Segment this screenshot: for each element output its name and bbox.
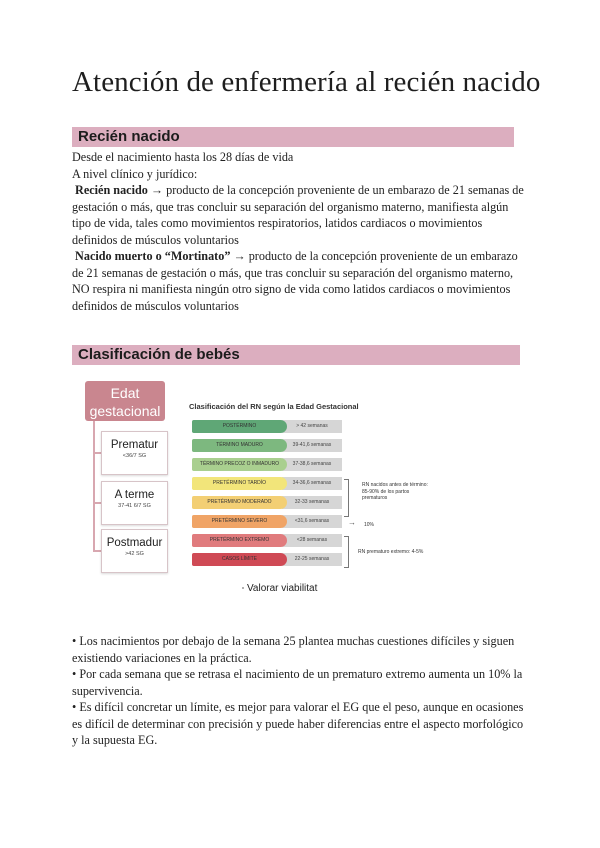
note-extreme: RN prematuro extremo: 4-5% [358, 549, 424, 555]
note-preterm: RN nacidos antes de término: 85-90% de los partos prematuros [362, 482, 428, 501]
category-box-prematur: Prematur <36/7 SG [101, 431, 168, 475]
section-heading-text: Clasificación de bebés [78, 346, 240, 363]
paragraph: A nivel clínico y jurídico: [72, 166, 198, 181]
definition-term: Recién nacido [75, 183, 148, 197]
classification-row [192, 439, 417, 452]
category-box-a-terme: A terme 37-41 6/7 SG [101, 481, 168, 525]
arrow-icon: → [150, 183, 164, 197]
classification-label: PRETÉRMINO EXTREMO [192, 534, 287, 547]
section-body-recien-nacido [72, 149, 528, 314]
gestational-age-infographic [72, 376, 428, 606]
classification-label: TÉRMINO PRECOZ O INMADURO [192, 458, 287, 471]
bullet-item: • Los nacimientos por debajo de la semana 25 plantea muchas cuestiones difíciles y siguen existiendo variaciones en la práctica. [72, 634, 515, 665]
definition-recien-nacido [72, 182, 528, 248]
classification-value: <31,6 semanas [282, 515, 342, 528]
page-title: Atención de enfermería al recién nacido [72, 66, 541, 98]
note-severe: 10% [364, 522, 375, 528]
classification-value: 39-41,6 semanas [282, 439, 342, 452]
bullet-list [72, 633, 528, 749]
classification-value: > 42 semanas [282, 420, 342, 433]
classification-label: TÉRMINO MADURO [192, 439, 287, 452]
classification-value: 37-38,6 semanas [282, 458, 342, 471]
definition-mortinato [72, 248, 528, 314]
classification-label: PRETÉRMINO MODERADO [192, 496, 287, 509]
bullet-item: • Por cada semana que se retrasa el nacimiento de un prematuro extremo aumenta un 10% la supervivencia. [72, 667, 523, 698]
paragraph: Desde el nacimiento hasta los 28 días de vida [72, 150, 294, 164]
classification-value: 22-25 semanas [282, 553, 342, 566]
definition-text: producto de la concepción proveniente de un embarazo de 21 semanas de gestación o más, que tras concluir su separación del organismo materno, manifiesta algún tipo de vida, tales como movimientos respiratorios, latidos cardiacos o movimientos definidos de músculos voluntarios [72, 183, 524, 247]
section-heading-text: Recién nacido [78, 128, 180, 145]
gestational-age-header: Edat gestacional [85, 381, 165, 421]
classification-value: 34-36,6 semanas [282, 477, 342, 490]
classification-value: 32-33 semanas [282, 496, 342, 509]
bracket [344, 536, 349, 568]
classification-row [192, 534, 417, 547]
section-heading-recien-nacido [72, 127, 514, 147]
infographic-caption: Valorar viabilitat [247, 583, 318, 594]
arrow-icon: → [233, 249, 246, 263]
classification-label: PRETÉRMINO TARDÍO [192, 477, 287, 490]
arrow-icon: → [348, 518, 356, 527]
section-heading-clasificacion [72, 345, 520, 365]
bullet-dot [242, 587, 244, 589]
definition-text: producto de la concepción proveniente de un embarazo de 21 semanas de gestación o más, que tras concluir su separación del organismo materno, NO respira ni manifiesta ningún otro signo de vida como latidos cardiacos o movimientos definidos de músculos voluntarios [72, 249, 518, 313]
category-box-postmadur: Postmadur >42 SG [101, 529, 168, 573]
classification-row [192, 515, 417, 528]
definition-term: Nacido muerto o “Mortinato” [75, 249, 231, 263]
bracket [344, 479, 349, 517]
classification-chart-title: Clasificación del RN según la Edad Gestacional [189, 402, 359, 411]
classification-value: <28 semanas [282, 534, 342, 547]
classification-row [192, 420, 417, 433]
tree-connector [93, 421, 95, 551]
classification-label: POSTÉRMINO [192, 420, 287, 433]
classification-label: PRETÉRMINO SEVERO [192, 515, 287, 528]
classification-row [192, 458, 417, 471]
classification-label: CASOS LÍMITE [192, 553, 287, 566]
bullet-item: • Es difícil concretar un límite, es mejor para valorar el EG que el peso, aunque en ocasiones es difícil de determinar con precisión y puede haber diferencias entre el aspecto morfológico y la supuesta EG. [72, 700, 524, 747]
